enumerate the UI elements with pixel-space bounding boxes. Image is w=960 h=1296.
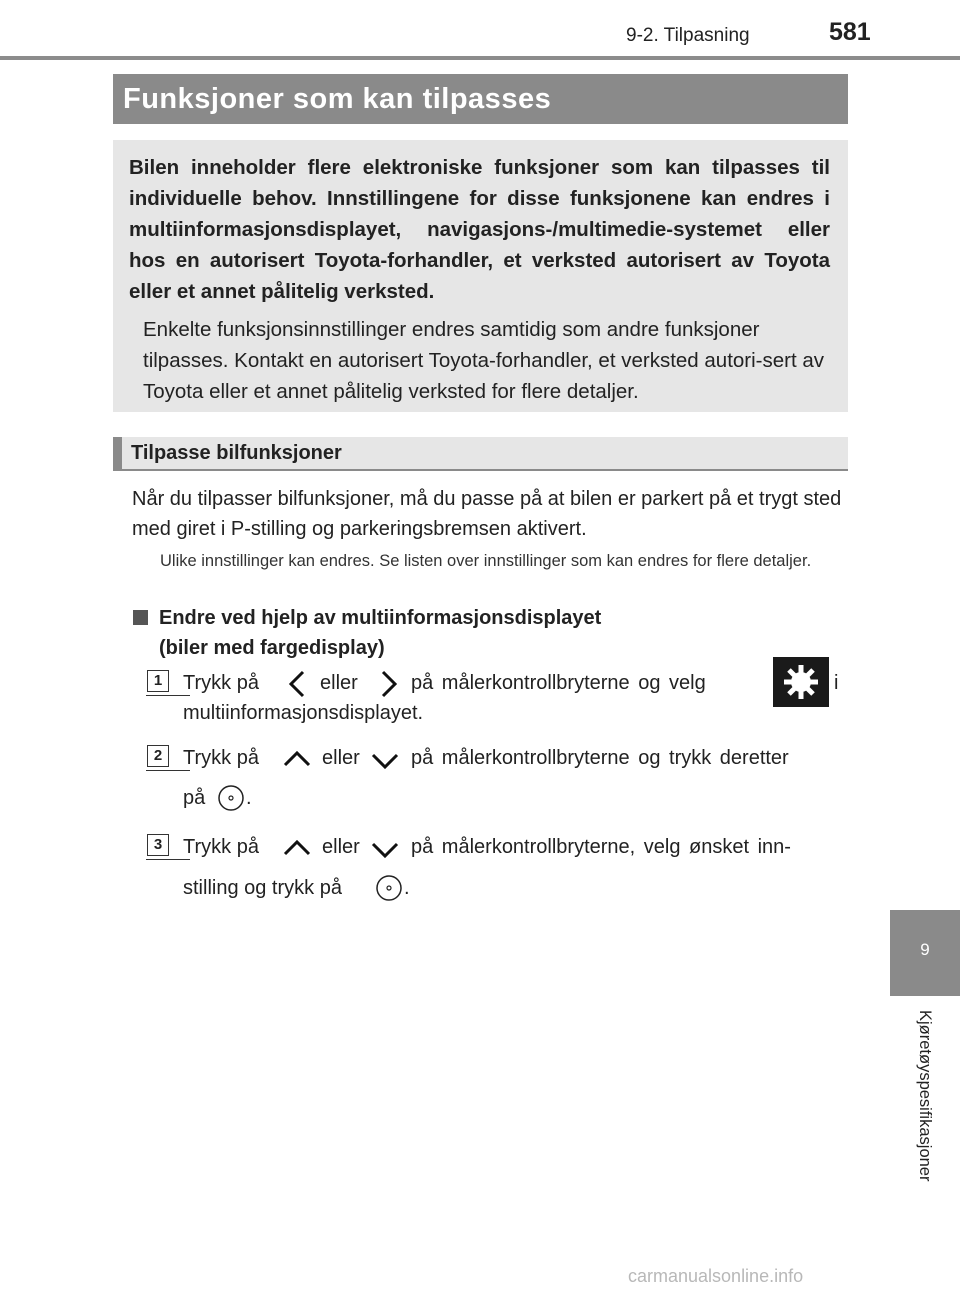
intro-bold-text: Bilen inneholder flere elektroniske funksjoner som kan tilpasses til individuelle behov. Innstillingene for disse funksjonene kan endres i multiinformasjonsdisplayet, navigasjons-/multimedie-systemet eller hos en autorisert Toyota-forhandler, et verksted autorisert av Toyota eller et annet pålitelig verksted. xyxy=(129,156,830,303)
step3-text-c: på målerkontrollbryterne, velg ønsket inn- xyxy=(411,836,791,858)
gear-icon xyxy=(773,657,829,707)
small-note: Ulike innstillinger kan endres. Se listen over innstillinger som kan endres for flere detaljer. xyxy=(160,552,812,570)
section-bar xyxy=(113,437,122,469)
step1-text-b: eller xyxy=(320,672,358,694)
chapter-side-label xyxy=(908,1010,938,1220)
banner-title: Funksjoner som kan tilpasses xyxy=(123,83,552,115)
enter-button-icon xyxy=(216,783,246,813)
body-paragraph: Når du tilpasser bilfunksjoner, må du passe på at bilen er parkert på et trygt sted med giret i P-stilling og parkeringsbremsen aktivert. xyxy=(132,488,842,540)
page-number: 581 xyxy=(829,18,871,46)
square-bullet-icon xyxy=(133,610,148,625)
step2-text-c: på målerkontrollbryterne og trykk deretter xyxy=(411,747,789,769)
step1-line-2: multiinformasjonsdisplayet. xyxy=(183,702,424,724)
chevron-up-icon xyxy=(282,838,312,858)
step3-end: . xyxy=(404,877,410,899)
chapter-side-tab xyxy=(890,910,960,996)
step3-text-b: eller xyxy=(322,836,360,858)
step1-text-c: på målerkontrollbryterne og velg xyxy=(411,672,706,694)
chevron-up-icon xyxy=(282,749,312,769)
step-number-2: 2 xyxy=(147,745,169,767)
subsection-line-1: Endre ved hjelp av multiinformasjonsdisplayet xyxy=(159,607,602,629)
chevron-down-icon xyxy=(370,751,400,771)
watermark: carmanualsonline.info xyxy=(628,1266,804,1286)
step2-end: . xyxy=(246,787,252,809)
intro-box xyxy=(113,140,848,412)
section-heading-text: Tilpasse bilfunksjoner xyxy=(131,442,342,464)
chapter-label-text: Kjøretøyspesifikasjoner xyxy=(916,1010,934,1182)
enter-button-icon xyxy=(374,873,404,903)
step2-text-b: eller xyxy=(322,747,360,769)
step1-text-d: i xyxy=(834,672,839,694)
step3-line-2: stilling og trykk på xyxy=(183,877,342,899)
chapter-banner xyxy=(113,74,848,124)
intro-note: Enkelte funksjonsinnstillinger endres samtidig som andre funksjoner tilpasses. Kontakt en autorisert Toyota-forhandler, et verksted autori-sert av Toyota eller et annet pålitelig verksted for flere detaljer. xyxy=(143,318,825,403)
header-rule xyxy=(0,56,960,60)
settings-gear-tile xyxy=(773,657,829,707)
subsection-line-2: (biler med fargedisplay) xyxy=(159,637,385,659)
step3-text-a: Trykk på xyxy=(183,836,259,858)
step2-text-a: Trykk på xyxy=(183,747,259,769)
section-title: 9-2. Tilpasning xyxy=(626,25,750,46)
chevron-down-icon xyxy=(370,840,400,860)
section-heading xyxy=(113,437,848,471)
step1-text-a: Trykk på xyxy=(183,672,259,694)
step-number-1: 1 xyxy=(147,670,169,692)
step-number-3: 3 xyxy=(147,834,169,856)
chapter-number: 9 xyxy=(920,940,930,959)
step2-line-2: på xyxy=(183,787,206,809)
chevron-right-icon xyxy=(378,670,400,698)
chevron-left-icon xyxy=(286,670,308,698)
